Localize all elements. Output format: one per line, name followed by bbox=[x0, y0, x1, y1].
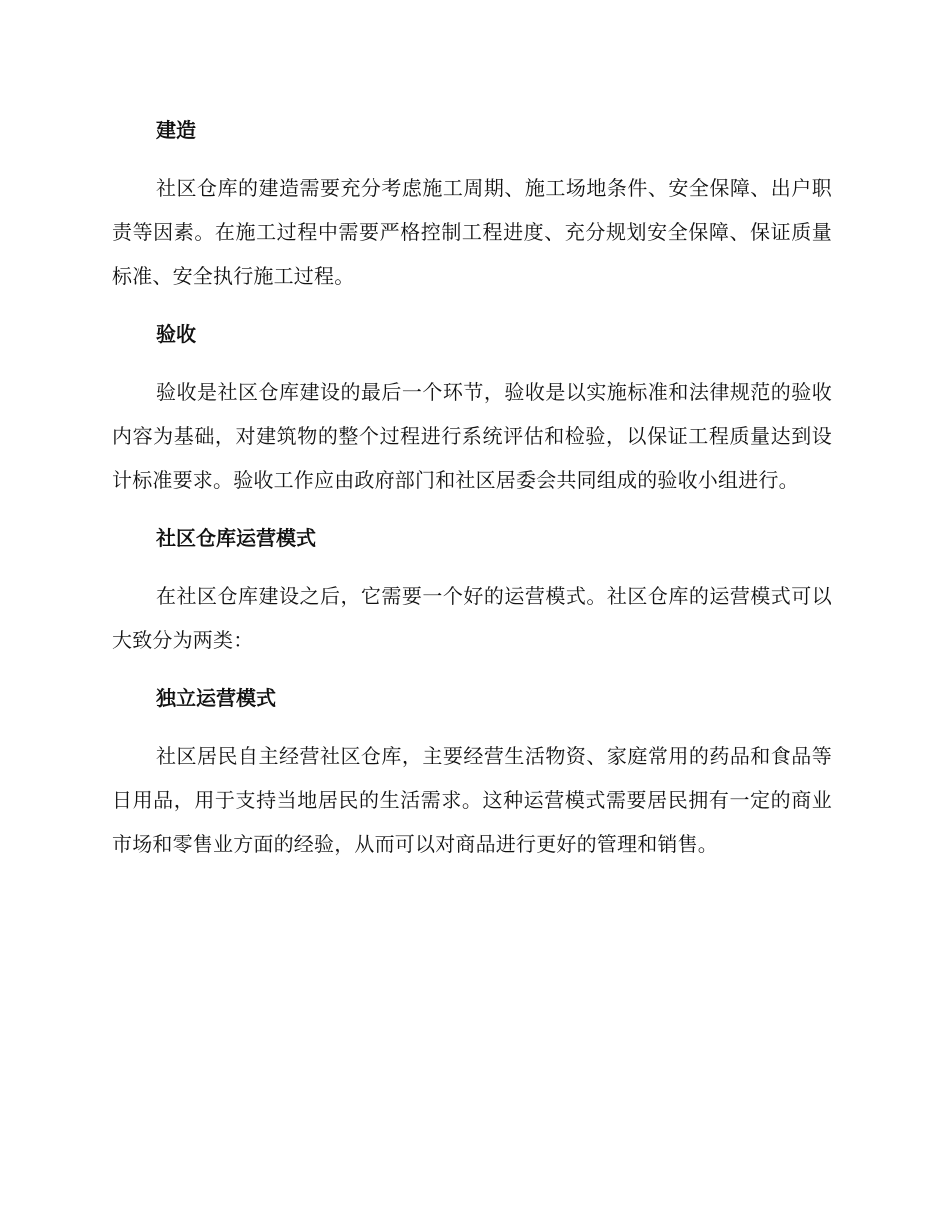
section-heading: 验收 bbox=[156, 322, 196, 346]
section-heading: 社区仓库运营模式 bbox=[156, 526, 316, 550]
section-paragraph: 社区仓库的建造需要充分考虑施工周期、施工场地条件、安全保障、出户职责等因素。在施工过程中需要严格控制工程进度、充分规划安全保障、保证质量标准、安全执行施工过程。 bbox=[112, 176, 832, 288]
section-paragraph: 社区居民自主经营社区仓库，主要经营生活物资、家庭常用的药品和食品等日用品，用于支持当地居民的生活需求。这种运营模式需要居民拥有一定的商业市场和零售业方面的经验，从而可以对商品进行更好的管理和销售。 bbox=[112, 744, 832, 856]
section-independent-operation bbox=[112, 676, 832, 866]
section-paragraph: 验收是社区仓库建设的最后一个环节，验收是以实施标准和法律规范的验收内容为基础，对建筑物的整个过程进行系统评估和检验，以保证工程质量达到设计标准要求。验收工作应由政府部门和社区居委会共同组成的验收小组进行。 bbox=[112, 380, 832, 492]
section-heading: 建造 bbox=[156, 118, 196, 142]
section-construction bbox=[112, 108, 832, 298]
document-page bbox=[112, 108, 832, 880]
section-operation-model bbox=[112, 516, 832, 662]
section-heading: 独立运营模式 bbox=[156, 686, 276, 710]
section-acceptance bbox=[112, 312, 832, 502]
section-paragraph: 在社区仓库建设之后，它需要一个好的运营模式。社区仓库的运营模式可以大致分为两类： bbox=[112, 584, 832, 652]
